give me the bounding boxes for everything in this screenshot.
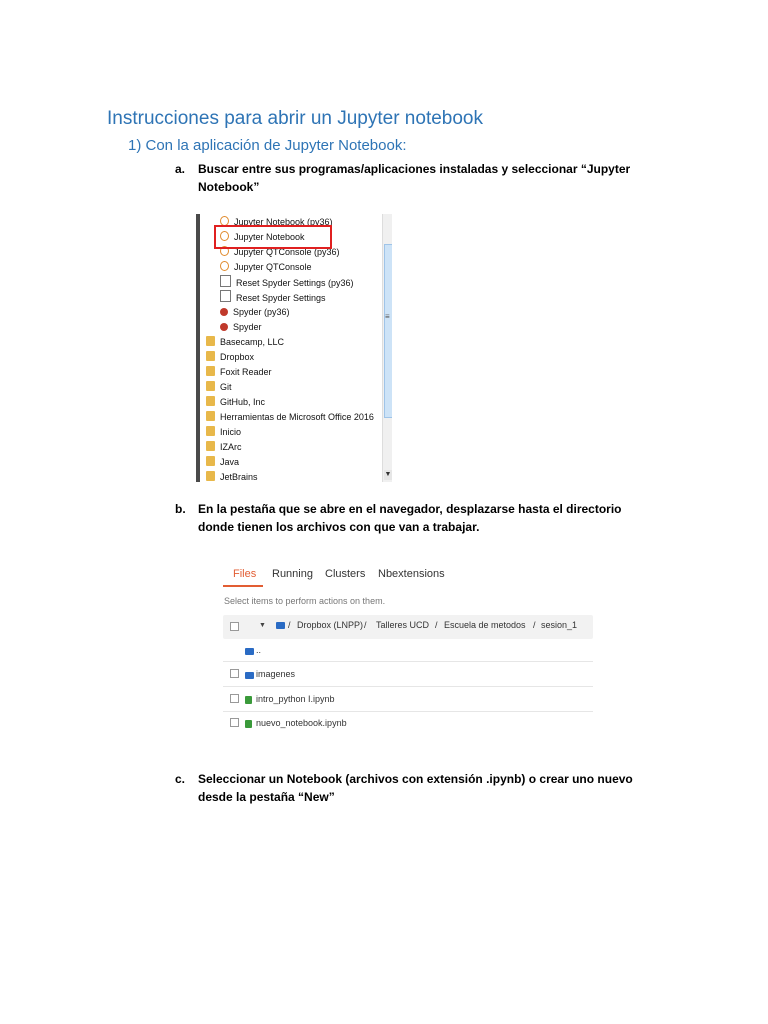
instruction-a [175, 160, 655, 200]
row-divider [223, 711, 593, 712]
start-menu-item[interactable] [206, 350, 254, 365]
breadcrumb-bar [223, 615, 593, 639]
spyder-icon [220, 323, 228, 331]
instruction-b-text: En la pestaña que se abre en el navegador, desplazarse hasta el directorio donde tienen los archivos con que van a trabajar. [198, 502, 622, 534]
row-checkbox[interactable] [230, 669, 239, 678]
tab-clusters[interactable]: Clusters [325, 568, 366, 580]
start-menu-item[interactable] [220, 305, 290, 320]
folder-icon [206, 336, 215, 346]
page-title: Instrucciones para abrir un Jupyter notebook [107, 108, 483, 129]
breadcrumb-sesion[interactable]: sesion_1 [541, 620, 578, 630]
document-icon [220, 290, 231, 302]
file-name[interactable]: imagenes [256, 669, 296, 679]
folder-icon [206, 351, 215, 361]
instruction-a-letter: a. [175, 162, 186, 176]
jupyter-file-browser-screenshot [220, 560, 600, 740]
start-menu-item[interactable] [206, 470, 258, 482]
scrollbar-thumb[interactable] [384, 244, 392, 418]
jupyter-tabs [220, 560, 600, 586]
active-tab-indicator [223, 585, 263, 587]
start-menu-item[interactable] [206, 365, 272, 380]
start-menu-item[interactable] [220, 320, 262, 335]
start-menu-item[interactable] [206, 335, 284, 350]
start-menu-item-label: Inicio [220, 427, 242, 437]
folder-icon [245, 672, 254, 679]
menu-left-bar [196, 214, 200, 482]
file-name[interactable]: nuevo_notebook.ipynb [256, 718, 347, 728]
start-menu-item-label: Spyder (py36) [233, 307, 290, 317]
document-icon [220, 275, 231, 287]
start-menu-item[interactable] [206, 410, 374, 425]
parent-folder-icon[interactable] [245, 648, 254, 655]
spyder-icon [220, 308, 228, 316]
breadcrumb-sep: / [435, 620, 438, 630]
start-menu-item[interactable] [220, 260, 312, 275]
start-menu-item-label: JetBrains [220, 472, 258, 482]
start-menu-item-label: IZArc [220, 442, 242, 452]
row-divider [223, 686, 593, 687]
breadcrumb-folder-icon[interactable] [276, 622, 285, 629]
start-menu-item-label: Dropbox [220, 352, 255, 362]
tab-files[interactable]: Files [233, 568, 257, 580]
start-menu-item-label: Jupyter QTConsole (py36) [234, 247, 340, 257]
breadcrumb-root[interactable]: / [288, 620, 291, 630]
row-divider [223, 661, 593, 662]
tab-running[interactable]: Running [272, 568, 313, 580]
breadcrumb-sep: / [533, 620, 536, 630]
start-menu-item-label: Reset Spyder Settings (py36) [236, 278, 354, 288]
folder-icon [206, 381, 215, 391]
start-menu-item-label: Foxit Reader [220, 367, 272, 377]
start-menu-item-label: Jupyter QTConsole [234, 262, 312, 272]
start-menu-item[interactable] [220, 290, 326, 305]
notebook-icon [245, 720, 252, 728]
folder-icon [206, 411, 215, 421]
breadcrumb-dropbox[interactable]: Dropbox (LNPP) [297, 620, 364, 630]
start-menu-item-label: Git [220, 382, 232, 392]
folder-icon [206, 396, 215, 406]
start-menu-item-label: Spyder [233, 322, 262, 332]
folder-icon [206, 426, 215, 436]
instruction-c-text: Seleccionar un Notebook (archivos con extensión .ipynb) o crear uno nuevo desde la pestaña “New” [198, 772, 633, 804]
start-menu-item[interactable] [206, 395, 265, 410]
folder-icon [206, 366, 215, 376]
menu-scrollbar[interactable] [382, 214, 392, 482]
start-menu-item-label: Jupyter Notebook [234, 232, 305, 242]
jupyter-notebook-highlight-box [214, 225, 332, 249]
notebook-icon [245, 696, 252, 704]
breadcrumb-escuela[interactable]: Escuela de metodos [444, 620, 526, 630]
start-menu-item-label: GitHub, Inc [220, 397, 266, 407]
jupyter-icon [220, 261, 229, 271]
tab-nbextensions[interactable]: Nbextensions [378, 568, 445, 580]
instruction-c [175, 770, 665, 810]
start-menu-item-label: Basecamp, LLC [220, 337, 285, 347]
start-menu-item-label: Java [220, 457, 240, 467]
file-name[interactable]: intro_python I.ipynb [256, 694, 335, 704]
parent-dir-link[interactable]: .. [256, 645, 262, 655]
scrollbar-grip-icon: ≡ [385, 312, 390, 321]
breadcrumb-talleres[interactable]: Talleres UCD [376, 620, 430, 630]
start-menu-screenshot [196, 214, 392, 482]
folder-icon [206, 471, 215, 481]
start-menu-item[interactable] [206, 425, 241, 440]
start-menu-item-label: Jupyter Notebook (py36) [234, 217, 333, 227]
row-checkbox[interactable] [230, 718, 239, 727]
start-menu-item-label: Reset Spyder Settings [236, 293, 326, 303]
instruction-a-text: Buscar entre sus programas/aplicaciones instaladas y seleccionar “Jupyter Notebook” [198, 162, 631, 194]
start-menu-item[interactable] [206, 380, 232, 395]
instruction-c-letter: c. [175, 772, 186, 786]
instruction-b [175, 500, 655, 540]
select-all-checkbox[interactable] [230, 622, 239, 631]
folder-icon [206, 456, 215, 466]
start-menu-item-label: Herramientas de Microsoft Office 2016 [220, 412, 374, 422]
instruction-b-letter: b. [175, 502, 186, 516]
row-checkbox[interactable] [230, 694, 239, 703]
selection-hint: Select items to perform actions on them. [224, 596, 386, 606]
start-menu-item[interactable] [206, 455, 239, 470]
breadcrumb-sep: / [364, 620, 367, 630]
step-1-heading: 1) Con la aplicación de Jupyter Notebook: [128, 137, 407, 154]
start-menu-item[interactable] [220, 275, 354, 290]
start-menu-item[interactable] [206, 440, 242, 455]
scroll-down-arrow-icon[interactable]: ▼ [384, 471, 392, 478]
folder-icon [206, 441, 215, 451]
select-dropdown-icon[interactable]: ▼ [259, 622, 266, 629]
